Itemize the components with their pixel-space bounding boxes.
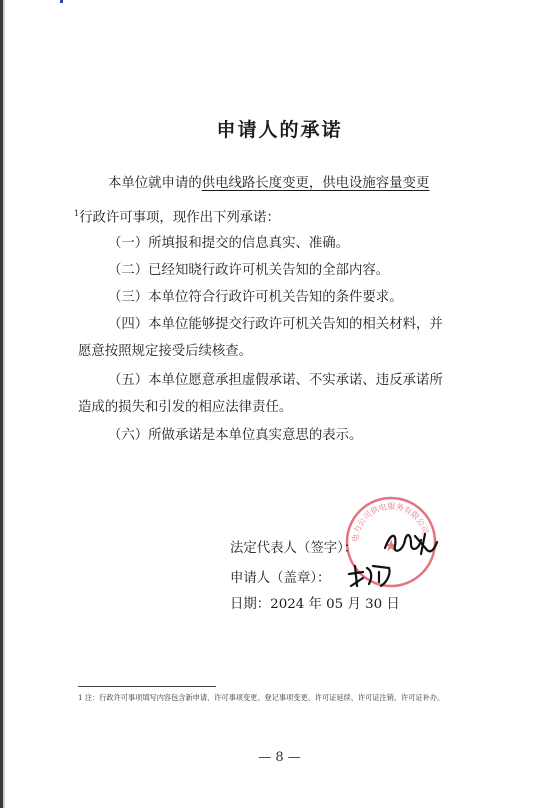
promise-6: （六）所做承诺是本单位真实意思的表示。: [108, 428, 363, 443]
footnote-marker: 1: [74, 209, 80, 218]
seal-text: 电力公司供电服务有限公司: [350, 501, 430, 543]
page-number: — 8 —: [258, 750, 301, 765]
promise-5: （五）本单位愿意承担虚假承诺、不实承诺、违反承诺所: [108, 373, 443, 388]
document-title: 申请人的承诺: [216, 119, 343, 141]
intro-line-1: [108, 175, 528, 193]
promise-3: （三）本单位符合行政许可机关告知的条件要求。: [108, 290, 403, 305]
promise-4-cont: 愿意按照规定接受后续核查。: [78, 344, 253, 359]
svg-text:★: ★: [383, 536, 399, 555]
intro-line-2: [74, 205, 494, 227]
footnote: 1 注：行政许可事项填写内容包含新申请、许可事项变更、登记事项变更、许可证延续、许可证注销、许可证补办。: [78, 693, 445, 702]
legal-rep-signature: [381, 526, 441, 560]
footnote-divider: [78, 686, 216, 687]
applicant-signature: [345, 560, 395, 590]
promise-4: （四）本单位能够提交行政许可机关告知的相关材料，并: [108, 317, 443, 332]
scan-mark: [60, 0, 63, 3]
legal-rep-label: 法定代表人（签字）：: [230, 541, 358, 556]
intro-items: 供电线路长度变更，供电设施容量变更: [201, 176, 430, 191]
promise-5-cont: 造成的损失和引发的相应法律责任。: [78, 400, 293, 415]
intro-prefix: 本单位就申请的: [108, 176, 202, 191]
intro-suffix: 行政许可事项，现作出下列承诺：: [79, 210, 280, 226]
date-line: 日期：2024 年 05 月 30 日: [230, 597, 400, 612]
promise-1: （一）所填报和提交的信息真实、准确。: [108, 236, 350, 251]
promise-2: （二）已经知晓行政许可机关告知的全部内容。: [108, 263, 390, 278]
applicant-label: 申请人（盖章）：: [230, 571, 331, 586]
